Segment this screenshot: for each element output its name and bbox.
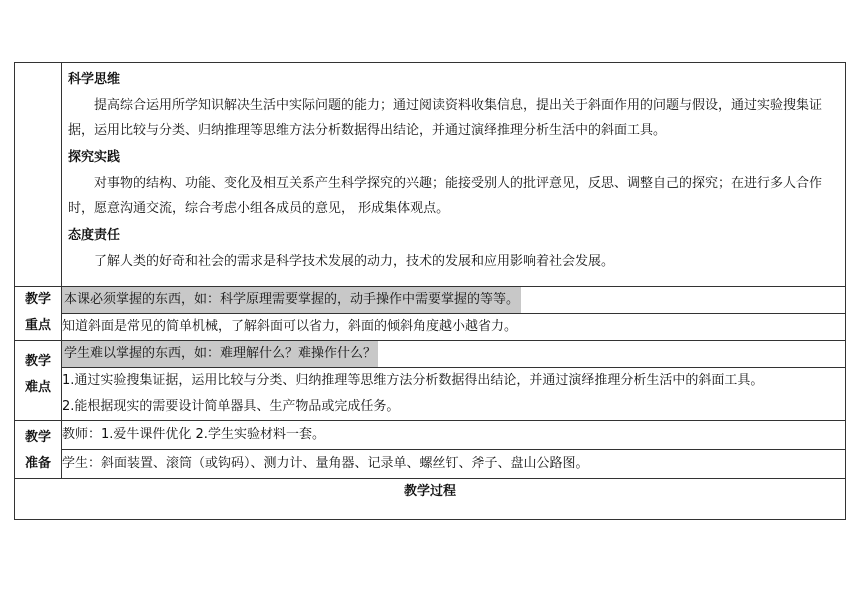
difficulties-item-2: 2.能根据现实的需要设计简单器具、生产物品或完成任务。: [62, 399, 400, 414]
difficulties-label: [15, 341, 62, 421]
objectives-row: [15, 63, 846, 287]
process-row: [15, 479, 846, 520]
lesson-plan-table: [14, 62, 846, 520]
key-points-label: [15, 287, 62, 341]
preparation-teacher: 教师：1.爱牛课件优化 2.学生实验材料一套。: [62, 427, 325, 442]
key-points-hint: 本课必须掌握的东西，如：科学原理需要掌握的，动手操作中需要掌握的等等。: [62, 287, 521, 313]
difficulties-row-2: [15, 368, 846, 421]
key-points-row-1: [15, 287, 846, 314]
difficulties-label-1: 教学: [24, 354, 51, 369]
preparation-student-cell: [62, 450, 846, 479]
difficulties-label-2: 难点: [24, 380, 51, 395]
key-points-label-2: 重点: [24, 318, 51, 333]
objectives-label-cell: [15, 63, 62, 287]
key-points-hint-cell: [62, 287, 846, 314]
key-points-row-2: [15, 314, 846, 341]
preparation-row-1: [15, 421, 846, 450]
attitude-title: 态度责任: [68, 228, 121, 243]
thinking-text: 提高综合运用所学知识解决生活中实际问题的能力；通过阅读资料收集信息，提出关于斜面作用的问题与假设，通过实验搜集证据，运用比较与分类、归纳推理等思维方法分析数据得出结论，并通过演绎推理分析生活中的斜面工具。: [68, 98, 823, 138]
preparation-label-1: 教学: [24, 430, 51, 445]
thinking-title: 科学思维: [68, 72, 121, 87]
difficulties-hint-cell: [62, 341, 846, 368]
process-heading: 教学过程: [403, 484, 456, 499]
difficulties-hint: 学生难以掌握的东西，如：难理解什么？难操作什么？: [62, 341, 378, 367]
difficulties-content-cell: [62, 368, 846, 421]
preparation-student: 学生：斜面装置、滚筒（或钩码）、测力计、量角器、记录单、螺丝钉、斧子、盘山公路图。: [62, 456, 589, 471]
preparation-teacher-cell: [62, 421, 846, 450]
inquiry-text: 对事物的结构、功能、变化及相互关系产生科学探究的兴趣；能接受别人的批评意见，反思、调整自己的探究；在进行多人合作时，愿意沟通交流，综合考虑小组各成员的意见， 形成集体观点。: [68, 176, 823, 216]
key-points-label-1: 教学: [24, 292, 51, 307]
key-points-content-cell: [62, 314, 846, 341]
difficulties-row-1: [15, 341, 846, 368]
attitude-text: 了解人类的好奇和社会的需求是科学技术发展的动力，技术的发展和应用影响着社会发展。: [94, 254, 615, 269]
objectives-content-cell: [62, 63, 846, 287]
difficulties-item-1: 1.通过实验搜集证据，运用比较与分类、归纳推理等思维方法分析数据得出结论，并通过演绎推理分析生活中的斜面工具。: [62, 373, 764, 388]
process-heading-cell: [15, 479, 846, 520]
preparation-label: [15, 421, 62, 479]
key-points-content: 知道斜面是常见的简单机械，了解斜面可以省力，斜面的倾斜角度越小越省力。: [62, 319, 518, 334]
preparation-row-2: [15, 450, 846, 479]
preparation-label-2: 准备: [24, 456, 51, 471]
inquiry-title: 探究实践: [68, 150, 121, 165]
